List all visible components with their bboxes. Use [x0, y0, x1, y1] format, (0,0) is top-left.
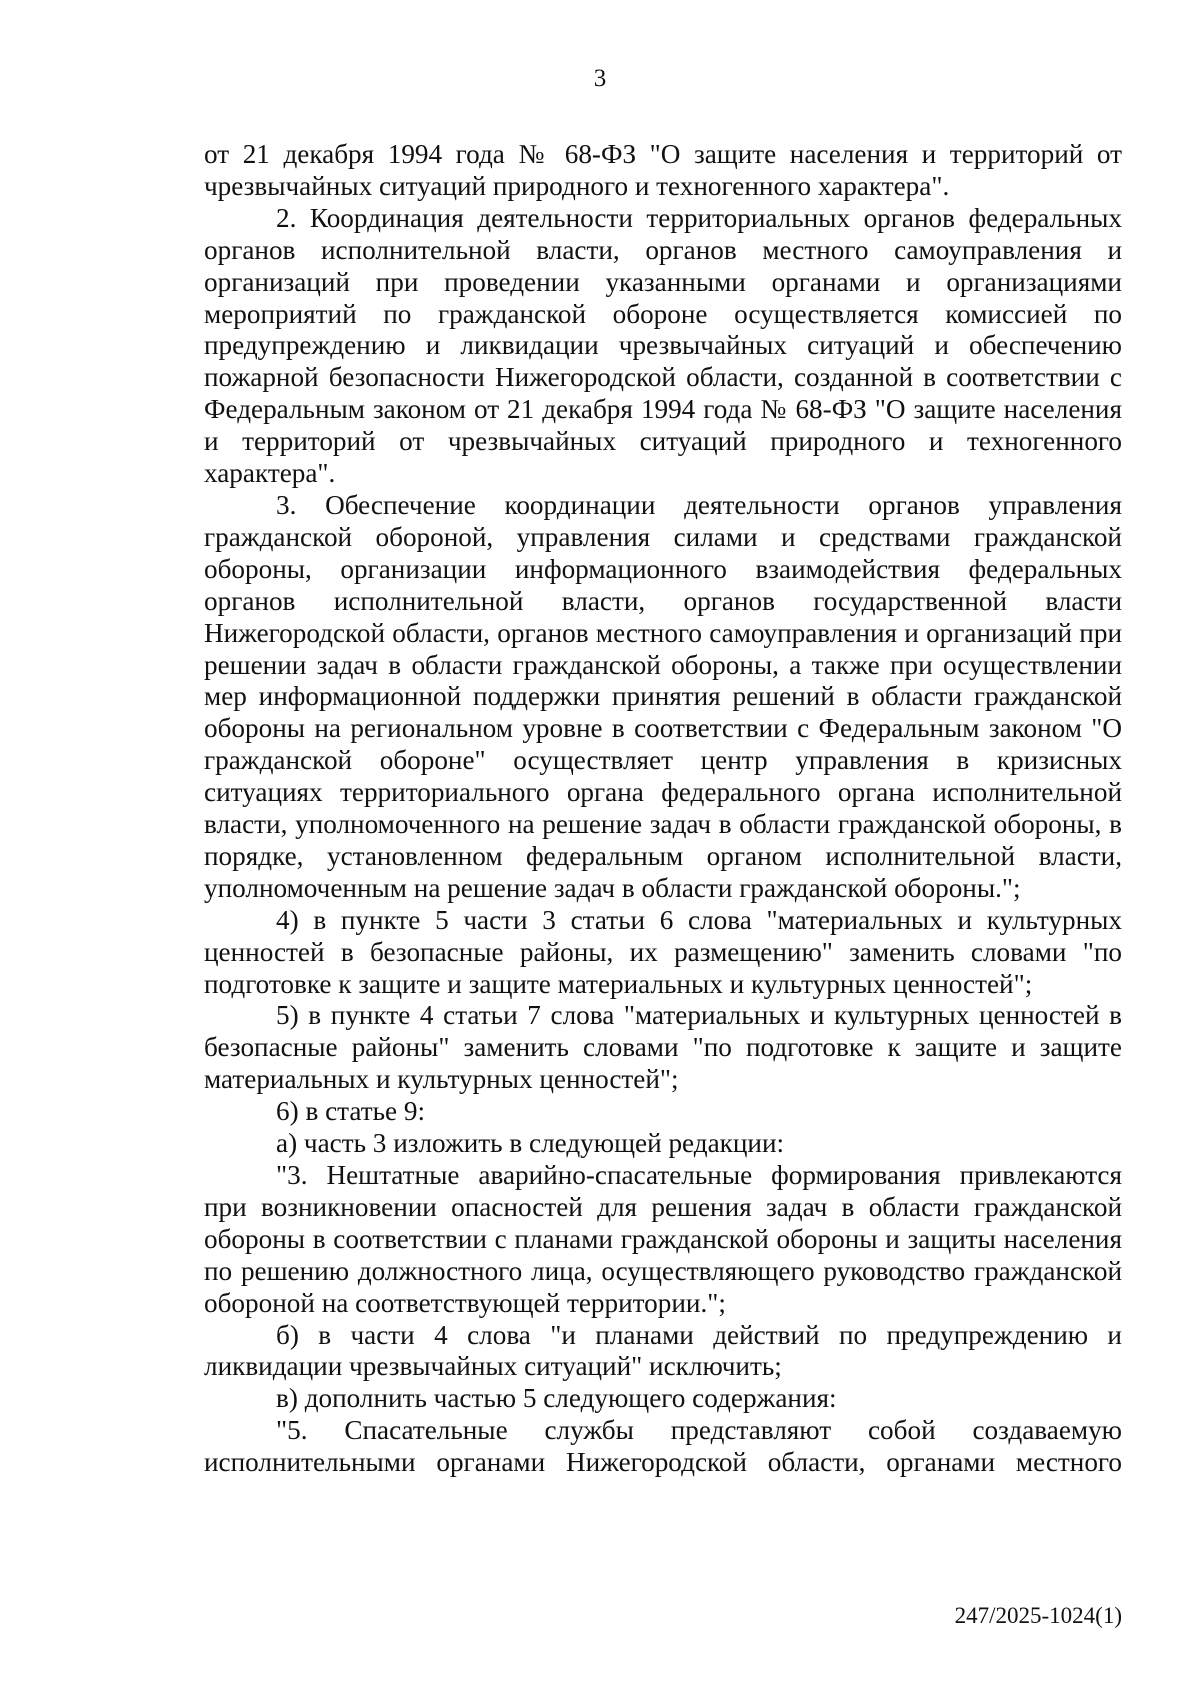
- paragraph-subitem-6: 6) в статье 9:: [276, 1096, 426, 1127]
- paragraph-item-3: 3. Обеспечение координации деятельности органов управления гражданской обороной, управления силами и средствами гражданской обороны, организации информационного взаимодействия федеральных органов исполнительной власти, органов государственной власти Нижегородской области, органов местного самоуправления и организаций при решении задач в области гражданской обороны, а также при осуществлении мер информационной поддержки принятия решений в области гражданской обороны на региональном уровне в соответствии с Федеральным законом "О гражданской обороне" осуществляет центр управления в кризисных ситуациях территориального органа федерального органа исполнительной власти, уполномоченного на решение задач в области гражданской обороны, в порядке, установленном федеральным органом исполнительной власти, уполномоченным на решение задач в области гражданской обороны.";: [204, 489, 1122, 903]
- document-body: [204, 139, 1122, 1479]
- paragraph-quoted-part-3: "3. Нештатные аварийно-спасательные формирования привлекаются при возникновении опасностей для решения задач в области гражданской обороны в соответствии с планами гражданской обороны и защиты населения по решению должностного лица, осуществляющего руководство гражданской обороной на соответствующей территории.";: [204, 1160, 1122, 1318]
- page-number: 3: [593, 65, 607, 92]
- paragraph-subitem-a: а) часть 3 изложить в следующей редакции:: [276, 1128, 785, 1159]
- document-number: 247/2025-1024(1): [954, 1603, 1122, 1628]
- paragraph-item-2: 2. Координация деятельности территориальных органов федеральных органов исполнительной власти, органов местного самоуправления и организаций при проведении указанными органами и организациями мероприятий по гражданской обороне осуществляется комиссией по предупреждению и ликвидации чрезвычайных ситуаций и обеспечению пожарной безопасности Нижегородской области, созданной в соответствии с Федеральным законом от 21 декабря 1994 года № 68-ФЗ "О защите населения и территорий от чрезвычайных ситуаций природного и техногенного характера".: [204, 202, 1122, 489]
- paragraph-subitem-v: в) дополнить частью 5 следующего содержания:: [276, 1383, 837, 1414]
- paragraph-subitem-5: 5) в пункте 4 статьи 7 слова "материальных и культурных ценностей в безопасные районы" заменить словами "по подготовке к защите и защите материальных и культурных ценностей";: [204, 1000, 1122, 1095]
- paragraph-quoted-part-5: "5. Спасательные службы представляют собой создаваемую исполнительными органами Нижегородской области, органами местного: [204, 1415, 1122, 1478]
- paragraph-subitem-b: б) в части 4 слова "и планами действий по предупреждению и ликвидации чрезвычайных ситуаций" исключить;: [204, 1319, 1122, 1382]
- paragraph-continuation: от 21 декабря 1994 года № 68-ФЗ "О защите населения и территорий от чрезвычайных ситуаций природного и техногенного характера".: [204, 139, 1122, 201]
- paragraph-subitem-4: 4) в пункте 5 части 3 статьи 6 слова "материальных и культурных ценностей в безопасные районы, их размещению" заменить словами "по подготовке к защите и защите материальных и культурных ценностей";: [204, 904, 1122, 999]
